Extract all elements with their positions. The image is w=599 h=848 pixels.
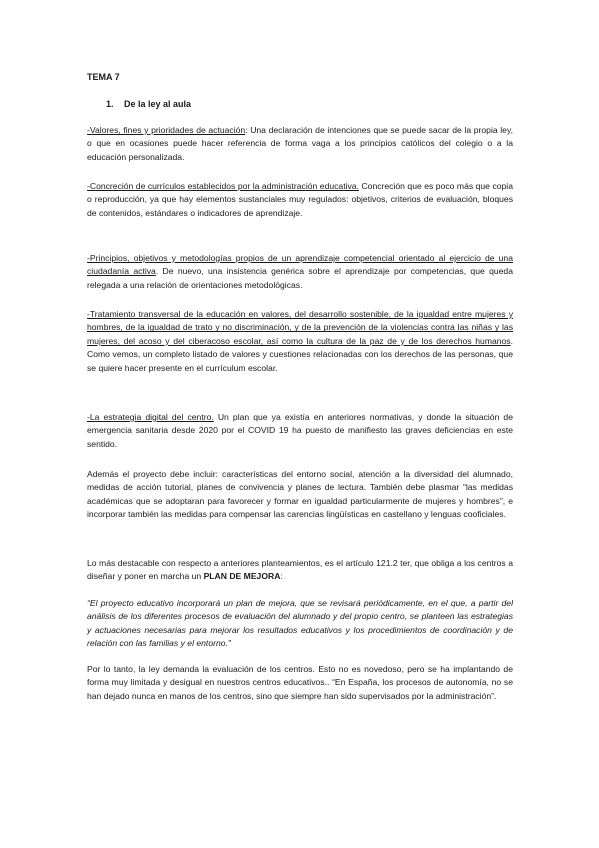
- topic-title: TEMA 7: [87, 72, 120, 82]
- item-body: Un plan que ya existía en anteriores normativas, y donde la situación de emergencia sanitaria desde 2020 por el COVID 19 ha puesto de manifiesto las graves deficiencias en este sentido.: [87, 412, 513, 449]
- legal-quote: “El proyecto educativo incorporará un plan de mejora, que se revisará periódicamente, en el que, a partir del análisis de los diferentes procesos de evaluación del alumnado y del propio centro, se planteen las estrategias y actuaciones necesarias para mejorar los resultados educativos y los procedimientos de coordinación y de relación con las familias y el entorno.”: [87, 598, 513, 649]
- item-head: -Principios, objetivos y metodologías propios de un aprendizaje competencial orientado al ejercicio de una ciudadanía activa: [87, 253, 513, 277]
- section-title: De la ley al aula: [124, 99, 192, 109]
- item-head: -Tratamiento transversal de la educación en valores, del desarrollo sostenible, de la igualdad entre mujeres y hombres, de la igualdad de trato y no discriminación, y de la prevención de la violencias contra las niñas y las mujeres, del acoso y del ciberacoso escolar, así como la cultura de la paz de y de los derechos humanos: [87, 309, 513, 346]
- paragraph-destacable: [87, 557, 513, 584]
- item-body: Concreción que es poco más que copia o reproducción, ya que hay elementos sustanciales muy regulados: objetivos, criterios de evaluación, bloques de contenidos, estándares o indicadores de aprendizaje.: [87, 181, 513, 218]
- item-body: . De nuevo, una insistencia genérica sobre el aprendizaje por competencias, que queda relegada a una relación de orientaciones metodológicas.: [87, 266, 513, 290]
- paragraph-text: Lo más destacable con respecto a anteriores planteamientos, es el artículo 121.2 ter, que obliga a los centros a diseñar y poner en marcha un: [87, 558, 513, 582]
- item-head: -Valores, fines y prioridades de actuación: [87, 125, 246, 135]
- item-body: . Como vemos, un completo listado de valores y cuestiones relacionadas con los derechos de las personas, que se quiere hacer presente en el currículum escolar.: [87, 335, 513, 373]
- paragraph-ademas: Además el proyecto debe incluir: características del entorno social, atención a la diversidad del alumnado, medidas de acción tutorial, planes de convivencia y planes de lectura. También debe plasmar “las medidas académicas que se adoptaran para favorecer y formar en igualdad particularmente de mujeres y hombres”, e incorporar también las medidas para compensar las carencias lingüísticas en castellano y lenguas cooficiales.: [87, 469, 513, 520]
- paragraph-end: :: [280, 571, 283, 582]
- section-number: 1.: [106, 99, 114, 109]
- section-heading: [106, 98, 191, 111]
- item-head: -La estrategia digital del centro.: [87, 412, 214, 422]
- item-estrategia-digital: [87, 411, 513, 451]
- item-valores: [87, 124, 513, 164]
- paragraph-conclusion: Por lo tanto, la ley demanda la evaluación de los centros. Esto no es novedoso, pero se ha implantando de forma muy limitada y desigual en nuestros centros educativos.. “En España, los procesos de autonomía, no se han dejado nunca en manos de los centros, sino que siempre han sido supervisados por la administración”.: [87, 664, 513, 701]
- item-principios: [87, 252, 513, 292]
- item-concrecion: [87, 180, 513, 220]
- item-head: -Concreción de currículos establecidos por la administración educativa.: [87, 181, 359, 191]
- plan-de-mejora-label: PLAN DE MEJORA: [203, 571, 281, 582]
- item-body: : Una declaración de intenciones que se puede sacar de la propia ley, o que en ocasiones puede hacer referencia de forma vaga a los principios católicos del colegio o a la educación personalizada.: [87, 125, 513, 162]
- item-tratamiento: [87, 308, 513, 375]
